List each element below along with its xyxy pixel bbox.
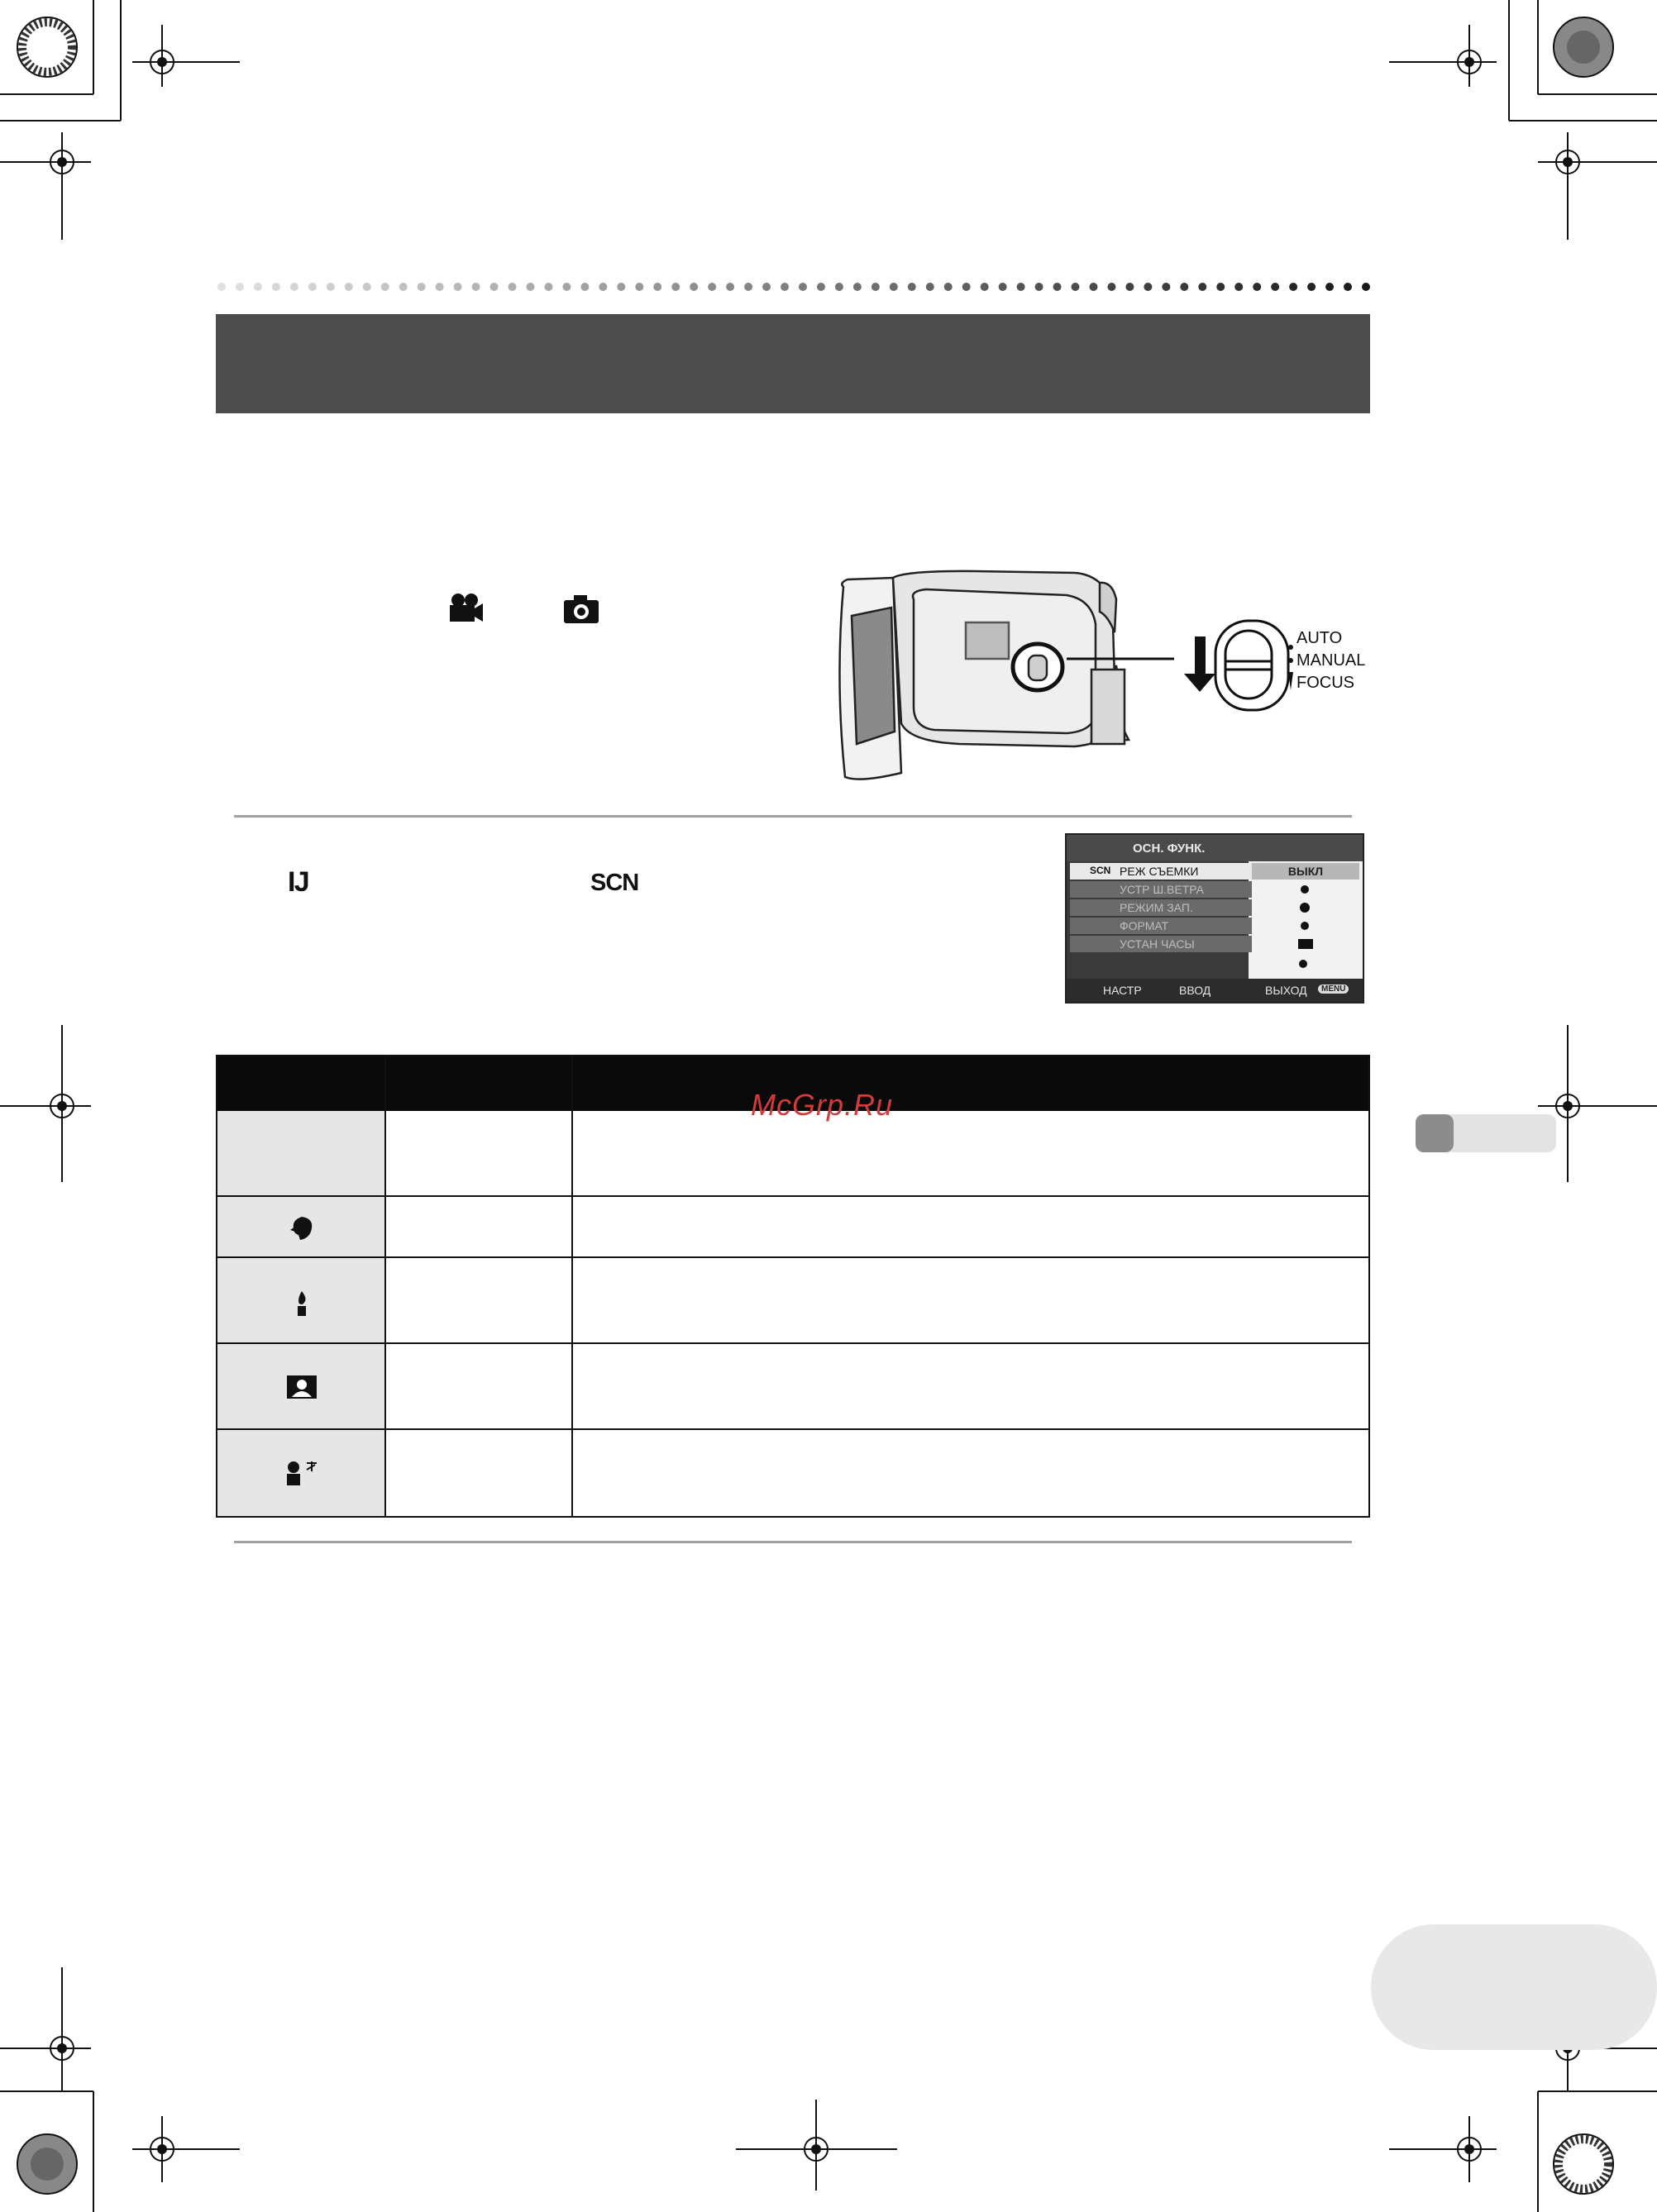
scn-glyph: SCN bbox=[590, 870, 639, 896]
rule-dot bbox=[217, 283, 226, 291]
camcorder-illustration bbox=[827, 566, 1373, 789]
rule-dot bbox=[599, 283, 607, 291]
rule-dot bbox=[1362, 283, 1370, 291]
rule-dot bbox=[726, 283, 734, 291]
rule-dot bbox=[272, 283, 280, 291]
switch-label-auto: AUTO bbox=[1296, 629, 1343, 647]
rule-dot bbox=[817, 283, 825, 291]
row-divider bbox=[217, 1428, 1368, 1430]
rule-dot bbox=[1125, 283, 1134, 291]
rule-dot bbox=[1271, 283, 1279, 291]
rule-dot bbox=[835, 283, 843, 291]
rule-dot bbox=[1144, 283, 1152, 291]
rule-dot bbox=[544, 283, 552, 291]
rule-dot bbox=[871, 283, 880, 291]
spotlight-icon bbox=[285, 1374, 318, 1400]
rule-dot bbox=[1253, 283, 1261, 291]
rule-dot bbox=[1072, 283, 1080, 291]
lcd-footer-exit: ВЫХОД bbox=[1265, 984, 1307, 997]
rule-dot bbox=[1089, 283, 1097, 291]
rule-dot bbox=[799, 283, 807, 291]
rule-dot bbox=[653, 283, 661, 291]
rule-dot bbox=[1289, 283, 1297, 291]
surf-snow-icon bbox=[284, 1460, 320, 1486]
rule-dot bbox=[399, 283, 408, 291]
rule-dot bbox=[1162, 283, 1170, 291]
rule-dot bbox=[690, 283, 698, 291]
lcd-row-scene-mode bbox=[1070, 863, 1252, 880]
rule-dot bbox=[1234, 283, 1243, 291]
row-divider bbox=[217, 1256, 1368, 1258]
row-divider bbox=[217, 1342, 1368, 1344]
rule-dot bbox=[418, 283, 426, 291]
rule-dot bbox=[744, 283, 752, 291]
lcd-row-aspect bbox=[1070, 918, 1252, 934]
rule-dot bbox=[944, 283, 953, 291]
joystick-glyph: Ĳ bbox=[288, 866, 310, 898]
scene-mode-table bbox=[216, 1055, 1370, 1518]
rule-dot bbox=[890, 283, 898, 291]
dotted-rule bbox=[217, 281, 1371, 293]
lcd-scene-icons bbox=[1280, 883, 1330, 979]
lcd-menu-header bbox=[1067, 835, 1363, 861]
lcd-header-label: ОСН. ФУНК. bbox=[1133, 841, 1206, 856]
lcd-menu-footer bbox=[1067, 979, 1363, 1002]
rule-dot bbox=[327, 283, 335, 291]
rule-dot bbox=[290, 283, 298, 291]
switch-label-manual: MANUAL bbox=[1296, 651, 1366, 670]
section-divider bbox=[234, 815, 1352, 818]
rule-dot bbox=[436, 283, 444, 291]
column-divider bbox=[384, 1056, 386, 1516]
rule-dot bbox=[562, 283, 571, 291]
rule-dot bbox=[254, 283, 262, 291]
watermark: McGrp.Ru bbox=[751, 1088, 894, 1122]
rule-dot bbox=[999, 283, 1007, 291]
rule-dot bbox=[236, 283, 244, 291]
lcd-row-label: РЕЖИМ ЗАП. bbox=[1120, 901, 1193, 914]
rule-dot bbox=[762, 283, 771, 291]
lcd-row-label: УСТАН ЧАСЫ bbox=[1120, 937, 1195, 951]
rule-dot bbox=[308, 283, 317, 291]
page-number-oval bbox=[1371, 1924, 1657, 2050]
lcd-row-wind bbox=[1070, 881, 1252, 898]
rule-dot bbox=[1180, 283, 1188, 291]
lcd-footer-enter: ВВОД bbox=[1179, 984, 1211, 997]
rule-dot bbox=[472, 283, 480, 291]
chapter-side-tab-marker bbox=[1416, 1114, 1454, 1152]
rule-dot bbox=[363, 283, 371, 291]
lcd-menu-screen bbox=[1065, 833, 1364, 1004]
lcd-row-clock bbox=[1070, 936, 1252, 952]
rule-dot bbox=[508, 283, 516, 291]
rule-dot bbox=[853, 283, 862, 291]
rule-dot bbox=[671, 283, 680, 291]
icon-cell-sports bbox=[217, 1111, 386, 1195]
rule-dot bbox=[1107, 283, 1115, 291]
rule-dot bbox=[926, 283, 934, 291]
rule-dot bbox=[526, 283, 534, 291]
rule-dot bbox=[1035, 283, 1043, 291]
rule-dot bbox=[1307, 283, 1316, 291]
rule-dot bbox=[981, 283, 989, 291]
rule-dot bbox=[908, 283, 916, 291]
menu-badge: MENU bbox=[1318, 984, 1349, 994]
rule-dot bbox=[381, 283, 389, 291]
rule-dot bbox=[454, 283, 462, 291]
rule-dot bbox=[617, 283, 625, 291]
rule-dot bbox=[580, 283, 589, 291]
rule-dot bbox=[1344, 283, 1352, 291]
photo-mode-icon bbox=[562, 594, 600, 625]
rule-dot bbox=[635, 283, 643, 291]
row-divider bbox=[217, 1195, 1368, 1197]
rule-dot bbox=[1198, 283, 1206, 291]
lcd-row-label: УСТР Ш.ВЕТРА bbox=[1120, 883, 1205, 896]
rule-dot bbox=[345, 283, 353, 291]
lcd-footer-setup: НАСТР bbox=[1103, 984, 1142, 997]
section-title-bar bbox=[216, 314, 1370, 413]
section-divider bbox=[234, 1541, 1352, 1543]
rule-dot bbox=[1216, 283, 1225, 291]
lcd-row-rec-mode bbox=[1070, 899, 1252, 916]
rule-dot bbox=[1325, 283, 1334, 291]
portrait-icon bbox=[287, 1215, 317, 1242]
lcd-row-label: РЕЖ СЪЕМКИ bbox=[1120, 865, 1199, 878]
lcd-row-label: ФОРМАТ bbox=[1120, 919, 1169, 932]
rule-dot bbox=[781, 283, 789, 291]
movie-mode-icon bbox=[446, 592, 485, 625]
rule-dot bbox=[962, 283, 971, 291]
rule-dot bbox=[1053, 283, 1062, 291]
switch-label-focus: FOCUS bbox=[1296, 674, 1354, 692]
rule-dot bbox=[490, 283, 499, 291]
column-divider bbox=[571, 1056, 573, 1516]
rule-dot bbox=[708, 283, 716, 291]
lcd-option-selected: ВЫКЛ bbox=[1252, 863, 1359, 880]
low-light-icon bbox=[292, 1290, 312, 1318]
lcd-row-code: SCN bbox=[1090, 865, 1111, 876]
rule-dot bbox=[1017, 283, 1025, 291]
